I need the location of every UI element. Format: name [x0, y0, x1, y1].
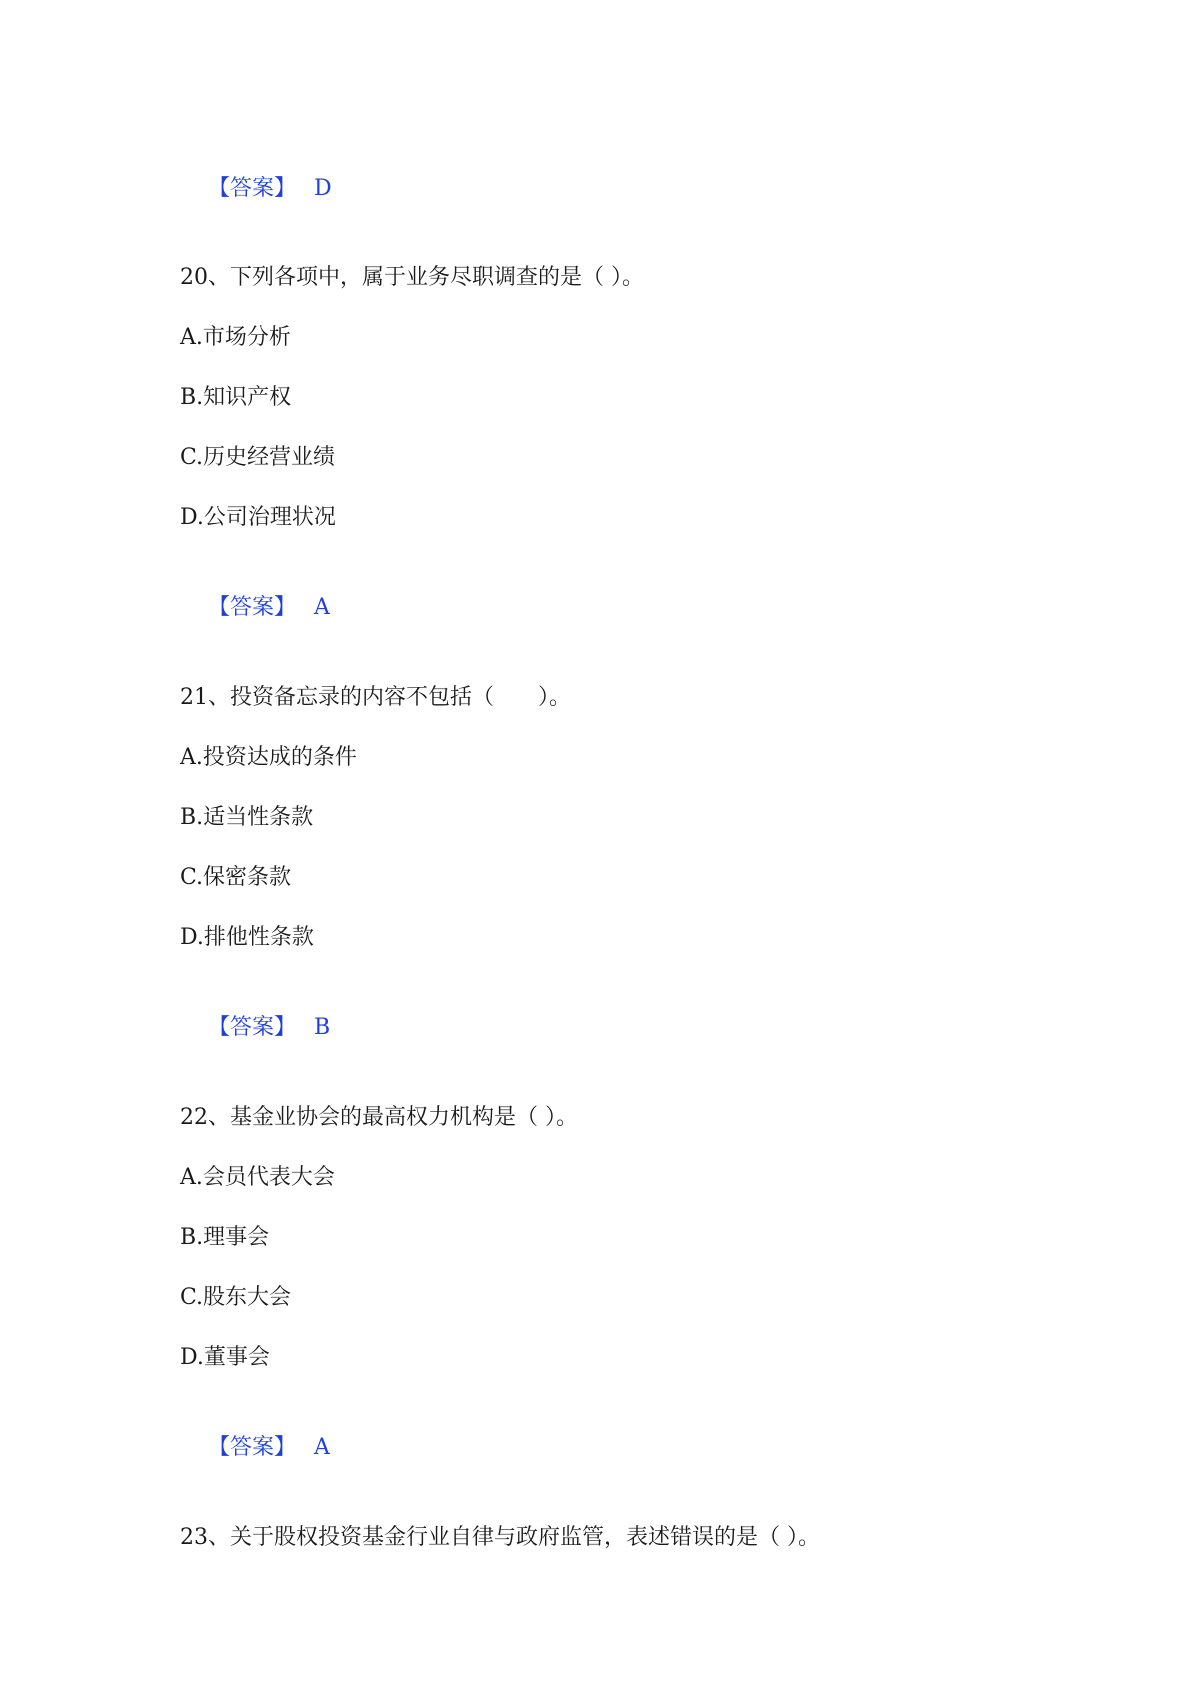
answer-value: A	[314, 1435, 330, 1460]
answer-line	[180, 563, 330, 653]
option-d: D.公司治理状况	[180, 505, 336, 530]
option-c: C.历史经营业绩	[180, 445, 336, 470]
answer-label: 【答案】	[207, 176, 296, 201]
question-stem: 23、关于股权投资基金行业自律与政府监管，表述错误的是（ ）。	[180, 1525, 820, 1550]
option-d: D.董事会	[180, 1345, 270, 1370]
option-b: B.适当性条款	[180, 805, 314, 830]
question-stem: 22、基金业协会的最高权力机构是（ ）。	[180, 1105, 578, 1130]
option-a: A.市场分析	[180, 325, 291, 350]
option-d: D.排他性条款	[180, 925, 314, 950]
option-b: B.知识产权	[180, 385, 292, 410]
option-c: C.保密条款	[180, 865, 292, 890]
answer-value: A	[314, 595, 330, 620]
answer-value: B	[314, 1015, 331, 1040]
answer-value: D	[314, 176, 332, 201]
option-b: B.理事会	[180, 1225, 270, 1250]
question-stem: 21、投资备忘录的内容不包括（ ）。	[180, 685, 571, 710]
answer-label: 【答案】	[207, 1015, 296, 1040]
answer-label: 【答案】	[207, 595, 296, 620]
option-c: C.股东大会	[180, 1285, 292, 1310]
answer-line	[180, 1403, 330, 1493]
answer-line	[180, 983, 330, 1073]
option-a: A.投资达成的条件	[180, 745, 357, 770]
answer-line	[180, 144, 332, 234]
option-a: A.会员代表大会	[180, 1165, 335, 1190]
answer-label: 【答案】	[207, 1435, 296, 1460]
question-stem: 20、下列各项中，属于业务尽职调查的是（ ）。	[180, 265, 644, 290]
